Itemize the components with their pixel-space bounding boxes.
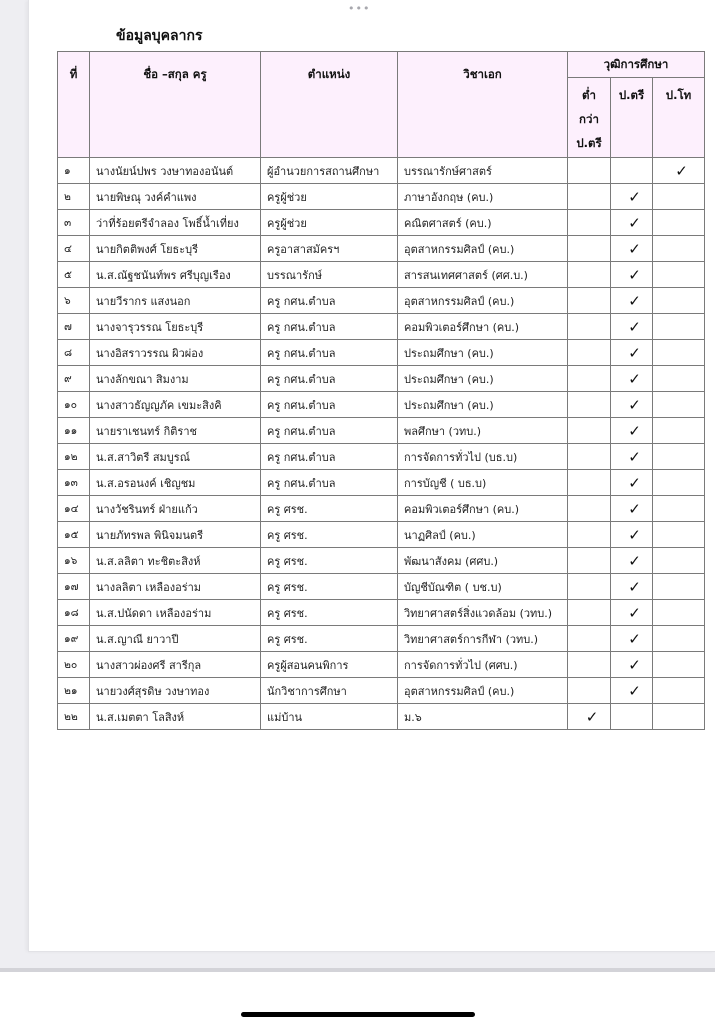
- row-major: ประถมศึกษา (คบ.): [398, 366, 568, 392]
- row-name: ว่าที่ร้อยตรีจำลอง โพธิ์น้ำเที่ยง: [90, 210, 261, 236]
- row-number: ๑๑: [58, 418, 90, 444]
- row-position: บรรณารักษ์: [261, 262, 398, 288]
- check-below-bachelor: [568, 444, 611, 470]
- table-row: [58, 626, 705, 652]
- check-below-bachelor: [568, 262, 611, 288]
- check-bachelor: ✓: [611, 652, 653, 678]
- check-master: [653, 704, 705, 730]
- table-row: [58, 288, 705, 314]
- row-name: น.ส.อรอนงค์ เชิญชม: [90, 470, 261, 496]
- row-name: น.ส.เมตตา โลสิงห์: [90, 704, 261, 730]
- row-major: คอมพิวเตอร์ศึกษา (คบ.): [398, 496, 568, 522]
- row-major: การบัญชี ( บธ.บ): [398, 470, 568, 496]
- row-position: ครู ศรช.: [261, 496, 398, 522]
- row-number: ๒๐: [58, 652, 90, 678]
- row-position: ครู ศรช.: [261, 626, 398, 652]
- header-below-bachelor-line: ป.ตรี: [576, 136, 602, 150]
- row-number: ๕: [58, 262, 90, 288]
- check-master: [653, 496, 705, 522]
- row-position: ผู้อำนวยการสถานศึกษา: [261, 158, 398, 184]
- check-bachelor: ✓: [611, 626, 653, 652]
- row-major: บัญชีบัณฑิต ( บช.บ): [398, 574, 568, 600]
- row-number: ๔: [58, 236, 90, 262]
- row-major: อุตสาหกรรมศิลป์ (คบ.): [398, 236, 568, 262]
- row-number: ๑๕: [58, 522, 90, 548]
- header-education: วุฒิการศึกษา: [568, 52, 705, 78]
- row-number: ๑๒: [58, 444, 90, 470]
- row-number: ๒: [58, 184, 90, 210]
- header-no: ที่: [58, 52, 90, 158]
- header-bachelor: ป.ตรี: [611, 78, 653, 158]
- staff-table-body: [58, 158, 705, 730]
- row-major: ภาษาอังกฤษ (คบ.): [398, 184, 568, 210]
- row-name: น.ส.ปนัดดา เหลืองอร่าม: [90, 600, 261, 626]
- row-number: ๑๐: [58, 392, 90, 418]
- check-below-bachelor: [568, 496, 611, 522]
- row-position: ครู กศน.ตำบล: [261, 418, 398, 444]
- row-name: น.ส.ญาณี ยาวาปี: [90, 626, 261, 652]
- row-position: ครู กศน.ตำบล: [261, 392, 398, 418]
- header-master: ป.โท: [653, 78, 705, 158]
- row-position: แม่บ้าน: [261, 704, 398, 730]
- row-name: นายพิษณุ วงค์คำแพง: [90, 184, 261, 210]
- check-master: [653, 288, 705, 314]
- row-number: ๓: [58, 210, 90, 236]
- row-name: นางนัยน์ปพร วงษาทองอนันต์: [90, 158, 261, 184]
- row-major: ประถมศึกษา (คบ.): [398, 340, 568, 366]
- check-bachelor: ✓: [611, 366, 653, 392]
- row-position: ครู ศรช.: [261, 522, 398, 548]
- table-row: [58, 210, 705, 236]
- check-below-bachelor: [568, 366, 611, 392]
- table-row: [58, 522, 705, 548]
- check-master: [653, 262, 705, 288]
- check-master: [653, 366, 705, 392]
- row-name: นางลักขณา สิมงาม: [90, 366, 261, 392]
- check-below-bachelor: [568, 652, 611, 678]
- check-below-bachelor: [568, 548, 611, 574]
- check-below-bachelor: [568, 210, 611, 236]
- row-name: นางจารุวรรณ โยธะบุรี: [90, 314, 261, 340]
- row-name: น.ส.สาวิตรี สมบูรณ์: [90, 444, 261, 470]
- table-row: [58, 470, 705, 496]
- table-row: [58, 600, 705, 626]
- check-master: [653, 236, 705, 262]
- check-master: [653, 652, 705, 678]
- table-row: [58, 652, 705, 678]
- row-position: ครู ศรช.: [261, 574, 398, 600]
- table-row: [58, 444, 705, 470]
- check-master: [653, 678, 705, 704]
- check-below-bachelor: [568, 574, 611, 600]
- row-position: ครู กศน.ตำบล: [261, 314, 398, 340]
- row-name: นางวัชรินทร์ ฝ่ายแก้ว: [90, 496, 261, 522]
- row-major: วิทยาศาสตร์การกีฬา (วทบ.): [398, 626, 568, 652]
- check-bachelor: ✓: [611, 184, 653, 210]
- row-major: อุตสาหกรรมศิลป์ (คบ.): [398, 288, 568, 314]
- row-name: นายวีรากร แสงนอก: [90, 288, 261, 314]
- check-below-bachelor: [568, 236, 611, 262]
- table-row: [58, 366, 705, 392]
- check-master: [653, 600, 705, 626]
- table-row: [58, 262, 705, 288]
- row-name: นางลลิตา เหลืองอร่าม: [90, 574, 261, 600]
- check-master: [653, 522, 705, 548]
- row-position: ครู กศน.ตำบล: [261, 340, 398, 366]
- check-bachelor: ✓: [611, 678, 653, 704]
- check-master: [653, 314, 705, 340]
- row-major: ประถมศึกษา (คบ.): [398, 392, 568, 418]
- row-name: น.ส.ณัฐชนันท์พร ศรีบุญเรือง: [90, 262, 261, 288]
- table-row: [58, 158, 705, 184]
- row-number: ๒๑: [58, 678, 90, 704]
- check-bachelor: ✓: [611, 418, 653, 444]
- check-bachelor: ✓: [611, 314, 653, 340]
- check-bachelor: ✓: [611, 444, 653, 470]
- row-position: ครู กศน.ตำบล: [261, 366, 398, 392]
- row-major: คอมพิวเตอร์ศึกษา (คบ.): [398, 314, 568, 340]
- check-bachelor: [611, 158, 653, 184]
- table-row: [58, 574, 705, 600]
- row-number: ๑๙: [58, 626, 90, 652]
- table-row: [58, 236, 705, 262]
- table-row: [58, 314, 705, 340]
- check-bachelor: ✓: [611, 236, 653, 262]
- header-row: [58, 52, 705, 78]
- row-major: บรรณารักษ์ศาสตร์: [398, 158, 568, 184]
- table-row: [58, 340, 705, 366]
- row-number: ๒๒: [58, 704, 90, 730]
- check-bachelor: ✓: [611, 210, 653, 236]
- table-row: [58, 548, 705, 574]
- check-master: [653, 574, 705, 600]
- table-row: [58, 418, 705, 444]
- header-major: วิชาเอก: [398, 52, 568, 158]
- staff-table: [57, 51, 705, 730]
- row-number: ๗: [58, 314, 90, 340]
- check-bachelor: [611, 704, 653, 730]
- check-below-bachelor: [568, 158, 611, 184]
- row-major: พัฒนาสังคม (ศศบ.): [398, 548, 568, 574]
- check-bachelor: ✓: [611, 548, 653, 574]
- table-row: [58, 678, 705, 704]
- check-bachelor: ✓: [611, 392, 653, 418]
- row-major: คณิตศาสตร์ (คบ.): [398, 210, 568, 236]
- row-number: ๘: [58, 340, 90, 366]
- check-below-bachelor: [568, 184, 611, 210]
- check-master: [653, 210, 705, 236]
- check-master: [653, 184, 705, 210]
- check-below-bachelor: [568, 522, 611, 548]
- check-below-bachelor: [568, 288, 611, 314]
- check-master: [653, 392, 705, 418]
- row-position: ครูผู้สอนคนพิการ: [261, 652, 398, 678]
- check-below-bachelor: [568, 678, 611, 704]
- row-number: ๑๘: [58, 600, 90, 626]
- check-bachelor: ✓: [611, 496, 653, 522]
- header-below-bachelor-line: ต่ำ: [582, 88, 596, 102]
- row-number: ๑๓: [58, 470, 90, 496]
- row-number: ๑๖: [58, 548, 90, 574]
- header-position: ตำแหน่ง: [261, 52, 398, 158]
- home-indicator[interactable]: [241, 1012, 475, 1017]
- row-number: ๑๗: [58, 574, 90, 600]
- check-bachelor: ✓: [611, 470, 653, 496]
- row-name: นายวงศ์สุรดิษ วงษาทอง: [90, 678, 261, 704]
- row-major: พลศึกษา (วทบ.): [398, 418, 568, 444]
- row-position: ครู กศน.ตำบล: [261, 470, 398, 496]
- row-position: ครู ศรช.: [261, 600, 398, 626]
- row-name: นางอิสราวรรณ ผิวผ่อง: [90, 340, 261, 366]
- check-master: [653, 548, 705, 574]
- check-below-bachelor: [568, 626, 611, 652]
- row-position: นักวิชาการศึกษา: [261, 678, 398, 704]
- check-bachelor: ✓: [611, 574, 653, 600]
- check-master: ✓: [653, 158, 705, 184]
- check-bachelor: ✓: [611, 288, 653, 314]
- row-major: ม.๖: [398, 704, 568, 730]
- check-below-bachelor: [568, 314, 611, 340]
- table-row: [58, 184, 705, 210]
- row-major: สารสนเทศศาสตร์ (ศศ.บ.): [398, 262, 568, 288]
- row-position: ครู กศน.ตำบล: [261, 288, 398, 314]
- check-below-bachelor: [568, 340, 611, 366]
- row-name: นางสาวผ่องศรี สารีกุล: [90, 652, 261, 678]
- row-position: ครูอาสาสมัครฯ: [261, 236, 398, 262]
- check-bachelor: ✓: [611, 600, 653, 626]
- header-below-bachelor-line: กว่า: [579, 112, 599, 126]
- row-number: ๙: [58, 366, 90, 392]
- row-name: นายราเชนทร์ กิติราช: [90, 418, 261, 444]
- row-position: ครูผู้ช่วย: [261, 210, 398, 236]
- row-position: ครู ศรช.: [261, 548, 398, 574]
- document-title: ข้อมูลบุคลากร: [116, 28, 203, 44]
- check-below-bachelor: ✓: [568, 704, 611, 730]
- header-below-bachelor: [568, 78, 611, 158]
- check-below-bachelor: [568, 418, 611, 444]
- table-row: [58, 704, 705, 730]
- row-major: การจัดการทั่วไป (ศศบ.): [398, 652, 568, 678]
- row-name: น.ส.ลลิตา ทะชิตะสิงห์: [90, 548, 261, 574]
- table-row: [58, 496, 705, 522]
- ellipsis-icon[interactable]: •••: [348, 2, 371, 15]
- check-below-bachelor: [568, 392, 611, 418]
- check-below-bachelor: [568, 470, 611, 496]
- row-position: ครู กศน.ตำบล: [261, 444, 398, 470]
- header-name: ชื่อ –สกุล ครู: [90, 52, 261, 158]
- row-name: นางสาวธัญญภัค เขมะสิงคิ: [90, 392, 261, 418]
- check-master: [653, 470, 705, 496]
- row-position: ครูผู้ช่วย: [261, 184, 398, 210]
- check-bachelor: ✓: [611, 340, 653, 366]
- check-below-bachelor: [568, 600, 611, 626]
- check-bachelor: ✓: [611, 522, 653, 548]
- check-master: [653, 418, 705, 444]
- row-major: อุตสาหกรรมศิลป์ (คบ.): [398, 678, 568, 704]
- check-bachelor: ✓: [611, 262, 653, 288]
- row-number: ๑: [58, 158, 90, 184]
- table-row: [58, 392, 705, 418]
- row-major: นาฏศิลป์ (คบ.): [398, 522, 568, 548]
- check-master: [653, 626, 705, 652]
- row-number: ๖: [58, 288, 90, 314]
- row-major: วิทยาศาสตร์สิ่งแวดล้อม (วทบ.): [398, 600, 568, 626]
- row-name: นายกิตติพงศ์ โยธะบุรี: [90, 236, 261, 262]
- check-master: [653, 340, 705, 366]
- check-master: [653, 444, 705, 470]
- row-number: ๑๔: [58, 496, 90, 522]
- row-major: การจัดการทั่วไป (บธ.บ): [398, 444, 568, 470]
- row-name: นายภัทรพล พินิจมนตรี: [90, 522, 261, 548]
